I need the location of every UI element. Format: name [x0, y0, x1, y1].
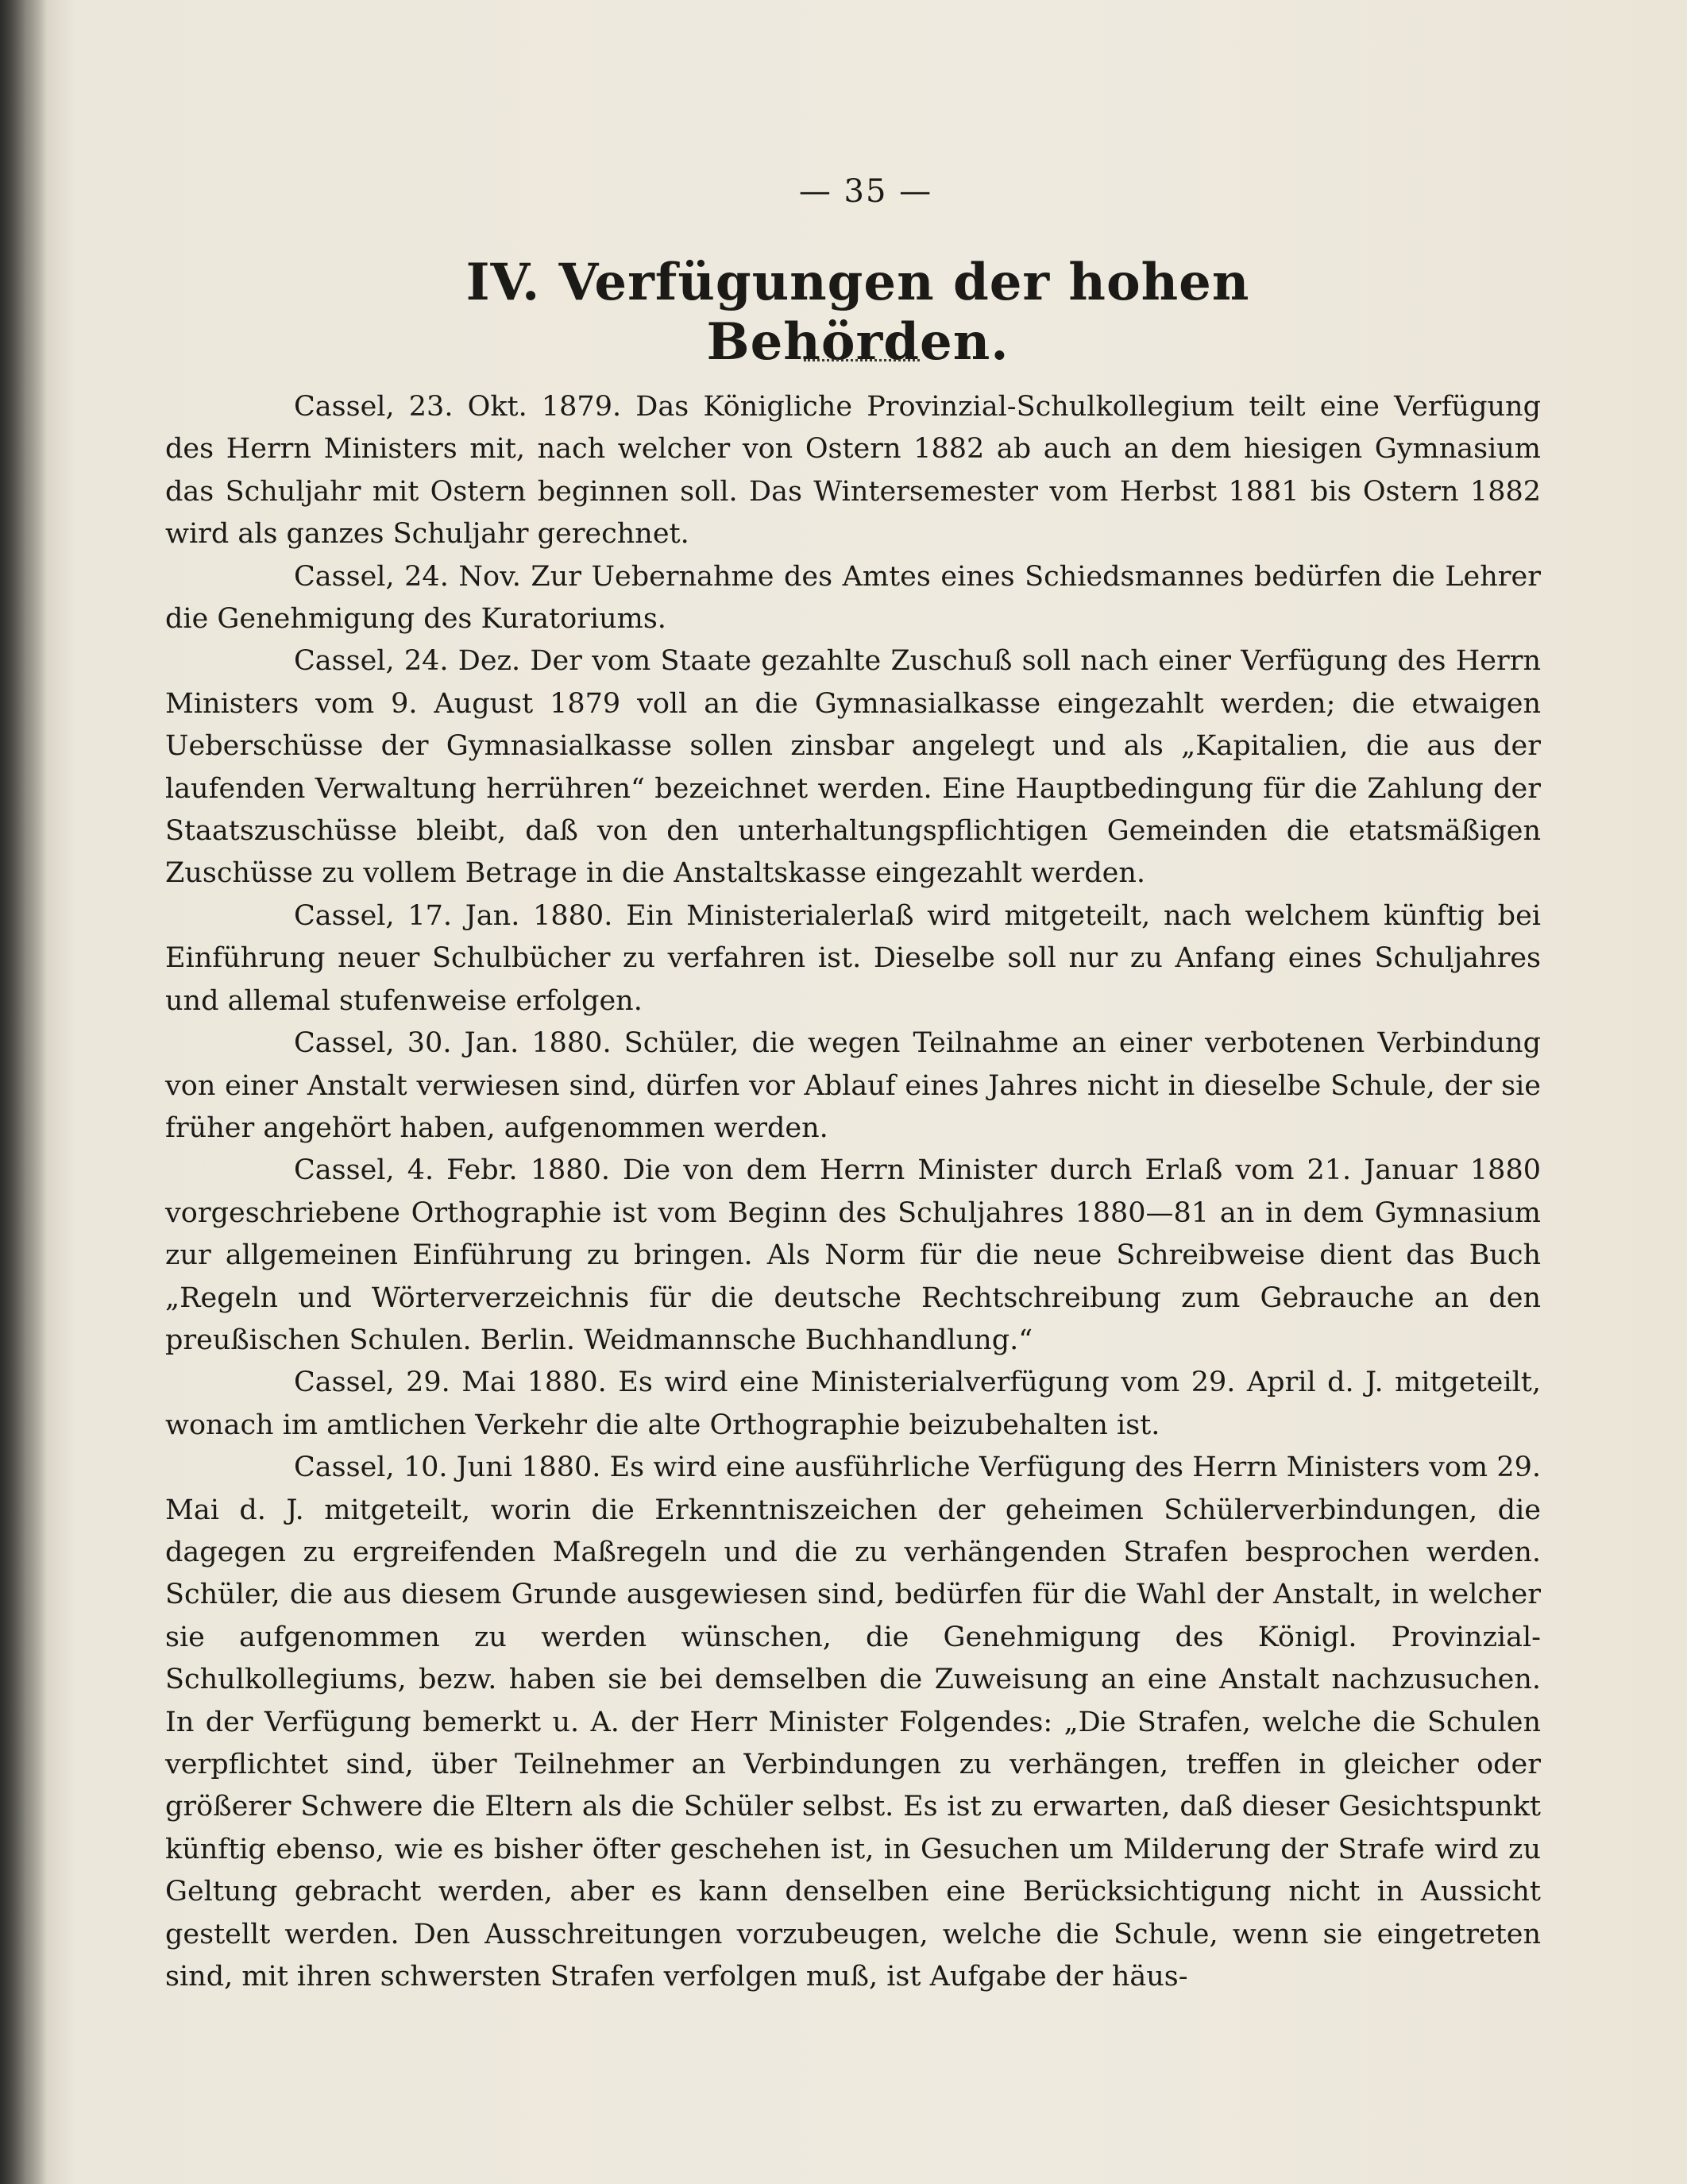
paragraph — [165, 1362, 1541, 1447]
entry-text: Ein Ministerialerlaß wird mitgeteilt, nach welchem künftig bei Einführung neuer Schulbücher zu verfahren ist. Dieselbe soll nur zu Anfang eines Schuljahres und allemal stufenweise erfolgen. — [165, 899, 1541, 1017]
entry-text: Die von dem Herrn Minister durch Erlaß vom 21. Januar 1880 vorgeschriebene Orthographie ist vom Beginn des Schuljahres 1880—81 an in dem Gymnasium zur allgemeinen Einführung zu bringen. Als Norm für die neue Schreibweise dient das Buch „Regeln und Wörterverzeichnis für die deutsche Rechtschreibung zum Gebrauche an den preußischen Schulen. Berlin. Weidmannsche Buchhandlung.“ — [165, 1154, 1541, 1356]
entry-text: Es wird eine Ministerialverfügung vom 29. April d. J. mitgeteilt, wonach im amtlichen Verkehr die alte Orthographie beizubehalten ist. — [165, 1366, 1541, 1441]
entry-date: Cassel, 17. Jan. 1880. — [294, 899, 613, 932]
entry-date: Cassel, 4. Febr. 1880. — [294, 1154, 610, 1187]
paragraph — [165, 1022, 1541, 1150]
entry-text: Es wird eine ausführliche Verfügung des Herrn Ministers vom 29. Mai d. J. mitgeteilt, worin die Erkenntniszeichen der geheimen Schülerverbindungen, die dagegen zu ergreifenden Maßregeln und die zu verhängenden Strafen besprochen werden. Schüler, die aus diesem Grunde ausgewiesen sind, bedürfen für die Wahl der Anstalt, in welcher sie aufgenommen zu werden wünschen, die Genehmigung des Königl. Provinzial-Schulkollegiums, bezw. haben sie bei demselben die Zuweisung an eine Anstalt nachzusuchen. In der Verfügung bemerkt u. A. der Herr Minister Folgendes: „Die Strafen, welche die Schulen verpflichtet sind, über Teilnehmer an Verbindungen zu verhängen, treffen in gleicher oder größerer Schwere die Eltern als die Schüler selbst. Es ist zu erwarten, daß dieser Gesichtspunkt künftig ebenso, wie es bisher öfter geschehen ist, in Gesuchen um Milderung der Strafe wird zu Geltung gebracht werden, aber es kann denselben eine Berücksichtigung nicht in Aussicht gestellt werden. Den Ausschreitungen vorzubeugen, welche die Schule, wenn sie eingetreten sind, mit ihren schwersten Strafen verfolgen muß, ist Aufgabe der häus- — [165, 1451, 1541, 1993]
entry-date: Cassel, 24. Dez. — [294, 645, 521, 678]
body-text — [165, 386, 1541, 1998]
entry-text: Der vom Staate gezahlte Zuschuß soll nach einer Verfügung des Herrn Ministers vom 9. August 1879 voll an die Gymnasialkasse eingezahlt werden; die etwaigen Ueberschüsse der Gymnasialkasse sollen zinsbar angelegt und als „Kapitalien, die aus der laufenden Verwaltung herrühren“ bezeichnet werden. Eine Hauptbedingung für die Zahlung der Staatszuschüsse bleibt, daß von den unterhaltungspflichtigen Gemeinden die etatsmäßigen Zuschüsse zu vollem Betrage in die Anstaltskasse eingezahlt werden. — [165, 645, 1541, 890]
entry-date: Cassel, 24. Nov. — [294, 560, 521, 593]
entry-text: Das Königliche Provinzial-Schulkollegium teilt eine Verfügung des Herrn Ministers mit, nach welcher von Ostern 1882 ab auch an dem hiesigen Gymnasium das Schuljahr mit Ostern beginnen soll. Das Wintersemester vom Herbst 1881 bis Ostern 1882 wird als ganzes Schuljahr gerechnet. — [165, 391, 1541, 551]
entry-text: Schüler, die wegen Teilnahme an einer verbotenen Verbindung von einer Anstalt verwiesen sind, dürfen vor Ablauf eines Jahres nicht in dieselbe Schule, der sie früher angehört haben, aufgenommen werden. — [165, 1027, 1541, 1144]
title-ornament — [804, 353, 920, 361]
entry-date: Cassel, 30. Jan. 1880. — [294, 1027, 612, 1060]
paragraph — [165, 895, 1541, 1022]
book-gutter-shadow — [0, 0, 48, 2184]
paragraph — [165, 556, 1541, 641]
paragraph — [165, 1150, 1541, 1362]
section-title: IV. Verfügungen der hohen Behörden. — [465, 253, 1250, 372]
paragraph — [165, 640, 1541, 895]
entry-date: Cassel, 29. Mai 1880. — [294, 1366, 607, 1399]
entry-text: Zur Uebernahme des Amtes eines Schiedsmannes bedürfen die Lehrer die Genehmigung des Kuratoriums. — [165, 560, 1541, 636]
entry-date: Cassel, 23. Okt. 1879. — [294, 391, 622, 423]
paragraph — [165, 1447, 1541, 1998]
page-number: — 35 — — [798, 173, 933, 210]
paragraph — [165, 386, 1541, 556]
entry-date: Cassel, 10. Juni 1880. — [294, 1451, 601, 1484]
